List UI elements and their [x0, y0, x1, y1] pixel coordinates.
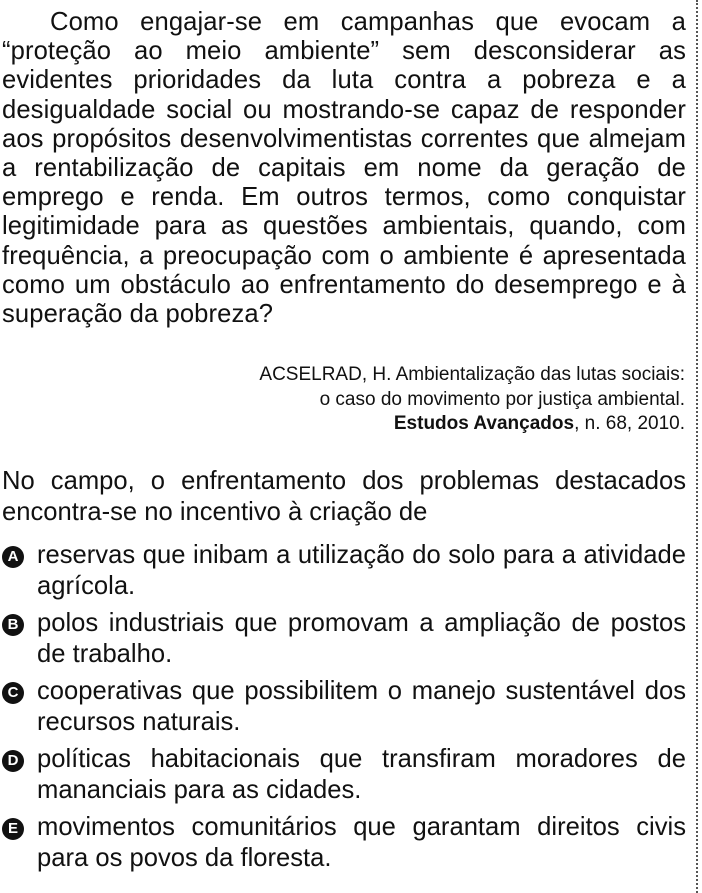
option-d-letter-badge: D — [2, 750, 24, 772]
citation — [165, 363, 685, 437]
option-a[interactable] — [2, 540, 686, 602]
option-c-text: cooperativas que possibilitem o manejo sustentável dos recursos naturais. — [37, 677, 686, 736]
citation-line-1: ACSELRAD, H. Ambientalização das lutas sociais: — [259, 364, 685, 385]
citation-journal: Estudos Avançados — [393, 413, 575, 434]
option-e-letter-badge: E — [2, 818, 24, 840]
question-stem: No campo, o enfrentamento dos problemas destacados encontra-se no incentivo à criação de — [2, 467, 686, 526]
citation-line-3 — [165, 412, 685, 437]
option-b-letter-badge: B — [2, 614, 24, 636]
option-a-letter-badge: A — [2, 546, 24, 568]
option-c[interactable] — [2, 676, 686, 738]
option-c-letter-badge: C — [2, 682, 24, 704]
citation-line-2: o caso do movimento por justiça ambiental. — [319, 388, 685, 410]
passage-text: Como engajar-se em campanhas que evocam a “proteção ao meio ambiente” sem desconsiderar as evidentes prioridades da luta contra a pobreza e a desigualdade social ou mostrando-se capaz de responder aos propósitos desenvolvimentistas correntes que almejam a rentabilização de capitais em nome da geração de emprego e renda. Em outros termos, como conquistar legitimidade para as questões ambientais, quando, com frequência, a preocupação com o ambiente é apresentada como um obstáculo ao enfrentamento do desemprego e à superação da pobreza? — [2, 8, 686, 329]
option-b[interactable] — [2, 608, 686, 670]
option-d[interactable] — [2, 744, 686, 806]
option-d-text: políticas habitacionais que transfiram moradores de mananciais para as cidades. — [37, 745, 686, 804]
option-a-text: reservas que inibam a utilização do solo para a atividade agrícola. — [37, 541, 686, 600]
citation-details: , n. 68, 2010. — [574, 413, 685, 434]
column-divider — [696, 0, 698, 893]
option-e-text: movimentos comunitários que garantam direitos civis para os povos da floresta. — [37, 813, 686, 872]
option-b-text: polos industriais que promovam a ampliação de postos de trabalho. — [37, 609, 686, 668]
answer-options — [2, 540, 686, 880]
option-e[interactable] — [2, 812, 686, 874]
